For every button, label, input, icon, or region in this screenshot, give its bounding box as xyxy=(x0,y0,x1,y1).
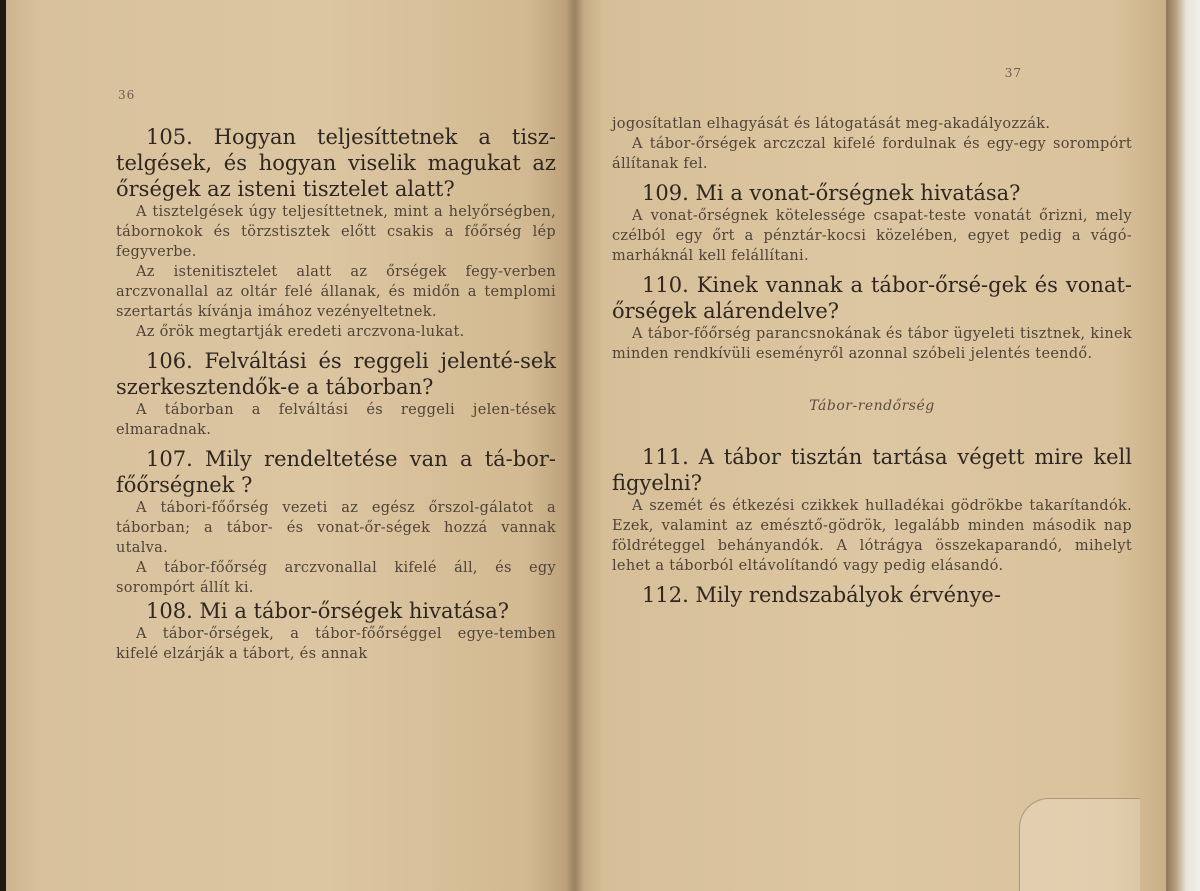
section-title: Tábor-rendőrség xyxy=(809,398,935,414)
question-111: 111. A tábor tisztán tartása végett mire kell figyelni? xyxy=(612,445,1132,495)
question-110: 110. Kinek vannak a tábor-őrsé-gek és vonat-őrségek alárendelve? xyxy=(612,273,1132,323)
answer-106: A táborban a felváltási és reggeli jelen-tések elmaradnak. xyxy=(116,402,556,438)
answer-109: A vonat-őrségnek kötelessége csapat-teste vonatát őrizni, mely czélból egy őrt a pénztár-kocsi közelében, egyet pedig a vágó-marháknál kell felállítani. xyxy=(612,208,1132,264)
question-108: 108. Mi a tábor-őrségek hivatása? xyxy=(146,599,509,623)
answer-107-p2: A tábor-főőrség arczvonallal kifelé áll, és egy sorompórt állít ki. xyxy=(116,560,556,596)
page-edges xyxy=(1166,0,1200,891)
answer-108: A tábor-őrségek, a tábor-főőrséggel egye-temben kifelé elzárják a tábort, és annak xyxy=(116,626,556,662)
book-gutter xyxy=(566,0,584,891)
question-105: 105. Hogyan teljesíttetnek a tisz-telgések, és hogyan viselik magukat az őrségek az isteni tisztelet alatt? xyxy=(116,125,556,201)
left-page-content xyxy=(116,124,556,664)
question-107: 107. Mily rendeltetése van a tá-bor-főőrségnek ? xyxy=(116,447,556,497)
torn-corner xyxy=(1019,798,1140,891)
question-109: 109. Mi a vonat-őrségnek hivatása? xyxy=(642,181,1021,205)
page-number-right: 37 xyxy=(1004,66,1022,80)
answer-105-p3: Az őrök megtartják eredeti arczvona-lukat. xyxy=(136,324,465,340)
right-page-content xyxy=(612,114,1132,608)
answer-105-p2: Az istenitisztelet alatt az őrségek fegy-verben arczvonallal az oltár felé állanak, és midőn a templomi szertartás kívánja imához vezényeltetnek. xyxy=(116,264,556,320)
answer-111: A szemét és étkezési czikkek hulladékai gödrökbe takarítandók. Ezek, valamint az emésztő-gödrök, legalább minden második nap földréteggel behányandók. A lótrágya összekaparandó, mihelyt lehet a táborból eltávolítandó vagy pedig elásandó. xyxy=(612,498,1132,574)
left-page xyxy=(6,0,574,891)
answer-108-continued: jogosítatlan elhagyását és látogatását meg-akadályozzák. xyxy=(612,116,1051,132)
answer-107-p1: A tábori-főőrség vezeti az egész őrszol-gálatot a táborban; a tábor- és vonat-őr-ségek hozzá vannak utalva. xyxy=(116,500,556,556)
book-spread xyxy=(6,0,1174,891)
question-112: 112. Mily rendszabályok érvénye- xyxy=(642,583,1001,607)
right-page xyxy=(574,0,1172,891)
answer-110: A tábor-főőrség parancsnokának és tábor ügyeleti tisztnek, kinek minden rendkívüli eseményről azonnal szóbeli jelentés teendő. xyxy=(612,326,1132,362)
answer-105-p1: A tisztelgések úgy teljesíttetnek, mint a helyőrségben, tábornokok és törzstisztek előtt csakis a főőrség lép fegyverbe. xyxy=(116,204,556,260)
page-number-left: 36 xyxy=(118,88,136,102)
answer-108-p2: A tábor-őrségek arczczal kifelé fordulnak és egy-egy sorompórt állítanak fel. xyxy=(612,136,1132,172)
question-106: 106. Felváltási és reggeli jelenté-sek szerkesztendők-e a táborban? xyxy=(116,349,556,399)
